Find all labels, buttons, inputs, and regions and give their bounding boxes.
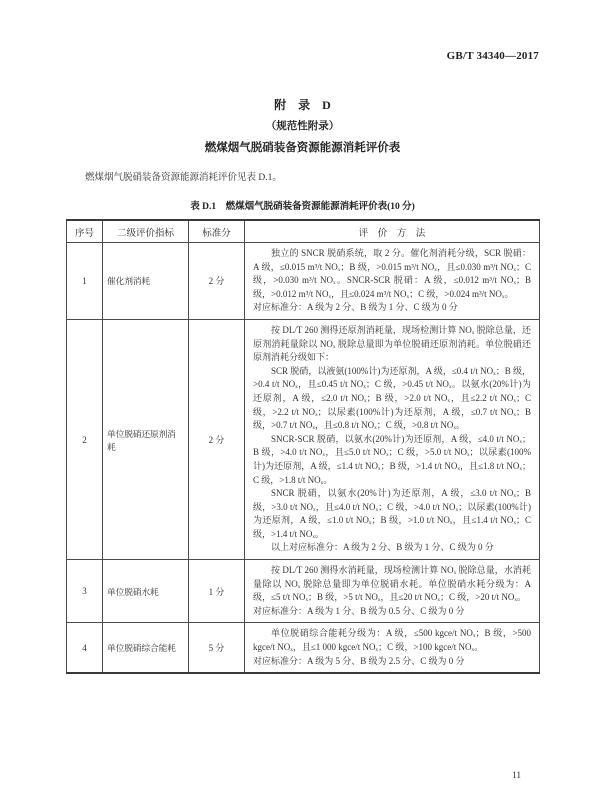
table-row [67, 560, 540, 623]
method-paragraph: SNCR 脱硝，以氨水(20%计)为还原剂，A 级，≤3.0 t/t NOₓ；B 级，>3.0 t/t NOₓ，且≤4.0 t/t NOₓ；C 级，>4.0 t/t NOₓ；以尿素(100%计)为还原剂，A 级，≤1.0 t/t NOₓ；B 级，>1.0 t/t NOₓ，且≤1.4 t/t NOₓ；C 级，>1.4 t/t NOₓ。 [253, 488, 531, 539]
cell-serial-number: 2 [67, 319, 103, 559]
header-row [67, 220, 540, 243]
cell-indicator: 单位脱硝综合能耗 [103, 623, 189, 673]
header-evaluation-method: 评 价 方 法 [245, 220, 540, 243]
cell-serial-number: 1 [67, 243, 103, 320]
cell-serial-number: 4 [67, 623, 103, 673]
cell-evaluation-method [245, 560, 540, 623]
cell-indicator: 催化剂消耗 [103, 243, 189, 320]
table-caption: 表 D.1 燃煤烟气脱硝装备资源能源消耗评价表(10 分) [190, 202, 415, 212]
document-page [66, 0, 539, 674]
method-paragraph: 独立的 SNCR 脱硝系统，取 2 分。催化剂消耗分级，SCR 脱硝：A 级，≤0.015 m³/t NOₓ；B 级，>0.015 m³/t NOₓ，且≤0.030 m³/t NOₓ；C 级，>0.030 m³/t NOₓ。SNCR-SCR 脱硝：A 级，≤0.012 m³/t NOₓ；B 级，>0.012 m³/t NOₓ，且≤0.024 m³/t NOₓ；C 级，>0.024 m³/t NOₓ。 [253, 248, 531, 299]
appendix-heading: 燃煤烟气脱硝装备资源能源消耗评价表 [204, 142, 401, 154]
header-standard-score: 标准分 [189, 220, 245, 243]
method-paragraph: 以上对应标准分：A 级为 2 分、B 级为 1 分、C 级为 0 分 [271, 542, 494, 553]
evaluation-table [66, 219, 540, 674]
method-paragraph: 对应标准分：A 级为 5 分、B 级为 2.5 分、C 级为 0 分 [253, 655, 465, 666]
cell-indicator: 单位脱硝水耗 [103, 560, 189, 623]
cell-standard-score: 5 分 [189, 623, 245, 673]
method-paragraph: 对应标准分：A 级为 1 分、B 级为 0.5 分、C 级为 0 分 [253, 605, 465, 616]
method-paragraph: 单位脱硝综合能耗分级为：A 级，≤500 kgce/t NOₓ；B 级，>500 kgce/t NOₓ，且≤1 000 kgce/t NOₓ；C 级，>100 kgce/t NOₓ。 [253, 628, 531, 653]
method-paragraph: 按 DL/T 260 测得还原剂消耗量，现场检测计算 NOₓ 脱除总量，还原剂消耗量除以 NOₓ 脱除总量即为单位脱硝还原剂消耗。单位脱硝还原剂消耗分级如下： [253, 324, 531, 363]
cell-evaluation-method [245, 623, 540, 673]
cell-standard-score: 1 分 [189, 560, 245, 623]
page-number: 11 [512, 771, 522, 781]
method-paragraph: 按 DL/T 260 测得水消耗量，现场检测计算 NOₓ 脱除总量，水消耗量除以 NOₓ 脱除总量即为单位脱硝水耗。单位脱硝水耗分级为：A 级，≤5 t/t NOₓ；B 级，>5 t/t NOₓ，且≤20 t/t NOₓ；C 级，>20 t/t NOₓ。 [253, 565, 531, 603]
cell-serial-number: 3 [67, 560, 103, 623]
intro-paragraph: 燃煤烟气脱硝装备资源能源消耗评价见表 D.1。 [85, 173, 282, 183]
cell-evaluation-method [245, 243, 540, 320]
table-row [67, 243, 540, 320]
cell-indicator: 单位脱硝还原剂消耗 [103, 319, 189, 559]
method-paragraph: SNCR-SCR 脱硝，以氨水(20%计)为还原剂，A 级，≤4.0 t/t NOₓ；B 级，>4.0 t/t NOₓ，且≤5.0 t/t NOₓ；C 级，>5.0 t/t NOₓ；以尿素(100%计)为还原剂，A 级，≤1.4 t/t NOₓ；B 级，>1.4 t/t NOₓ，且≤1.8 t/t NOₓ；C 级，>1.8 t/t NOₓ。 [253, 433, 531, 485]
cell-standard-score: 2 分 [189, 243, 245, 320]
appendix-subtitle: （规范性附录） [265, 121, 340, 132]
method-paragraph: SCR 脱硝，以液氨(100%计)为还原剂，A 级，≤0.4 t/t NOₓ；B 级，>0.4 t/t NOₓ，且≤0.45 t/t NOₓ；C 级，>0.45 t/t NOₓ。以氨水(20%计)为还原剂，A 级，≤2.0 t/t NOₓ；B 级，>2.0 t/t NOₓ，且≤2.2 t/t NOₓ；C 级，>2.2 t/t NOₓ；以尿素(100%计)为还原剂，A 级，≤0.7 t/t NOₓ；B 级，>0.7 t/t NOₓ，且≤0.8 t/t NOₓ；C 级，>0.8 t/t NOₓ。 [253, 365, 531, 431]
cell-evaluation-method [245, 319, 540, 559]
appendix-title: 附 录 D [274, 98, 331, 112]
header-serial-number: 序号 [67, 220, 103, 243]
method-paragraph: 对应标准分：A 级为 2 分、B 级为 1 分、C 级为 0 分 [253, 302, 458, 313]
table-header [67, 220, 540, 243]
table-row [67, 319, 540, 559]
table-body [67, 243, 540, 674]
header-secondary-indicator: 二级评价指标 [103, 220, 189, 243]
cell-standard-score: 2 分 [189, 319, 245, 559]
table-row [67, 623, 540, 673]
standard-code: GB/T 34340—2017 [446, 50, 539, 62]
